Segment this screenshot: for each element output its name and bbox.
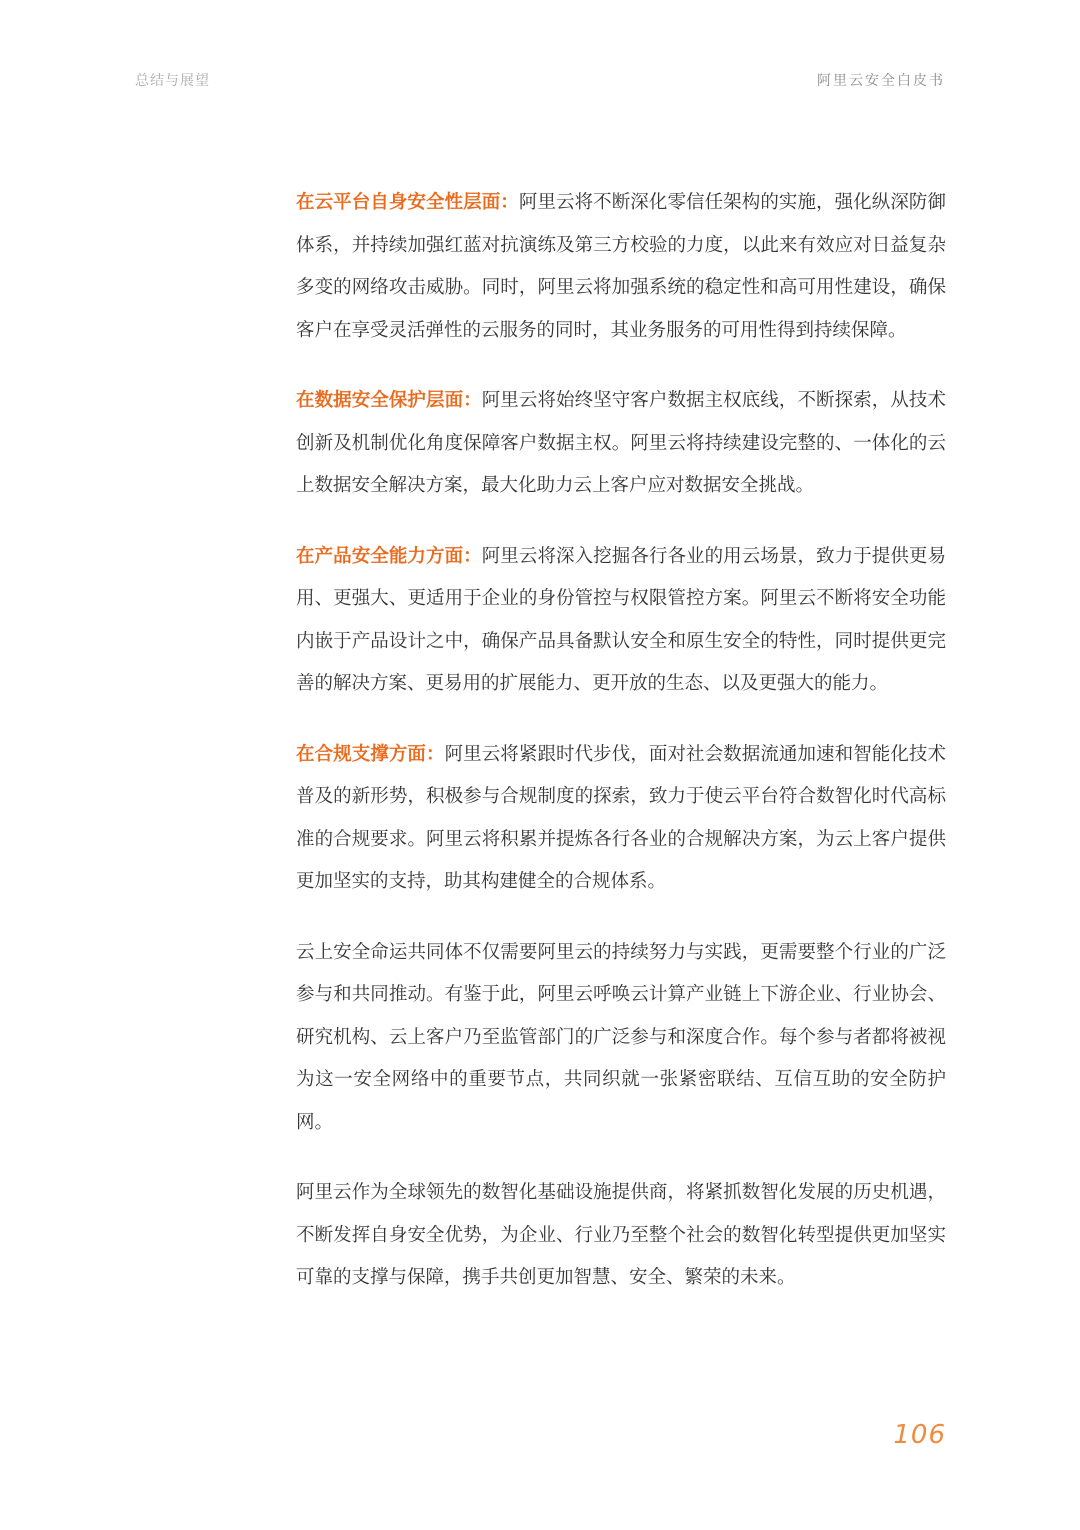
paragraph-heading: 在数据安全保护层面： bbox=[296, 390, 482, 411]
paragraph-text: 阿里云将紧跟时代步伐，面对社会数据流通加速和智能化技术普及的新形势，积极参与合规制度的探索，致力于使云平台符合数智化时代高标准的合规要求。阿里云将积累并提炼各行各业的合规解决方案，为云上客户提供更加坚实的支持，助其构建健全的合规体系。 bbox=[296, 743, 946, 892]
paragraph-heading: 在云平台自身安全性层面： bbox=[296, 192, 519, 213]
paragraph-cloud-platform-security bbox=[296, 182, 946, 352]
paragraph-compliance bbox=[296, 734, 946, 904]
paragraph-conclusion bbox=[296, 1172, 946, 1300]
paragraph-text: 云上安全命运共同体不仅需要阿里云的持续努力与实践，更需要整个行业的广泛参与和共同推动。有鉴于此，阿里云呼唤云计算产业链上下游企业、行业协会、研究机构、云上客户乃至监管部门的广泛参与和深度合作。每个参与者都将被视为这一安全网络中的重要节点，共同织就一张紧密联结、互信互助的安全防护网。 bbox=[296, 941, 946, 1133]
paragraph-product-security bbox=[296, 536, 946, 706]
paragraph-text: 阿里云将不断深化零信任架构的实施，强化纵深防御体系，并持续加强红蓝对抗演练及第三方校验的力度，以此来有效应对日益复杂多变的网络攻击威胁。同时，阿里云将加强系统的稳定性和高可用性建设，确保客户在享受灵活弹性的云服务的同时，其业务服务的可用性得到持续保障。 bbox=[296, 192, 946, 341]
page-number: 106 bbox=[893, 1420, 946, 1450]
paragraph-text: 阿里云将始终坚守客户数据主权底线，不断探索，从技术创新及机制优化角度保障客户数据主权。阿里云将持续建设完整的、一体化的云上数据安全解决方案，最大化助力云上客户应对数据安全挑战。 bbox=[296, 390, 946, 496]
document-title: 阿里云安全白皮书 bbox=[817, 73, 945, 89]
section-title: 总结与展望 bbox=[135, 73, 210, 89]
paragraph-text: 阿里云作为全球领先的数智化基础设施提供商，将紧抓数智化发展的历史机遇，不断发挥自身安全优势，为企业、行业乃至整个社会的数智化转型提供更加坚实可靠的支撑与保障，携手共创更加智慧、安全、繁荣的未来。 bbox=[296, 1182, 946, 1288]
paragraph-heading: 在合规支撑方面： bbox=[296, 743, 445, 765]
paragraph-text: 阿里云将深入挖掘各行各业的用云场景，致力于提供更易用、更强大、更适用于企业的身份管控与权限管控方案。阿里云不断将安全功能内嵌于产品设计之中，确保产品具备默认安全和原生安全的特性，同时提供更完善的解决方案、更易用的扩展能力、更开放的生态、以及更强大的能力。 bbox=[296, 545, 946, 694]
main-content bbox=[296, 182, 946, 1328]
paragraph-community bbox=[296, 932, 946, 1145]
paragraph-heading: 在产品安全能力方面： bbox=[296, 545, 482, 567]
paragraph-data-security bbox=[296, 380, 946, 508]
